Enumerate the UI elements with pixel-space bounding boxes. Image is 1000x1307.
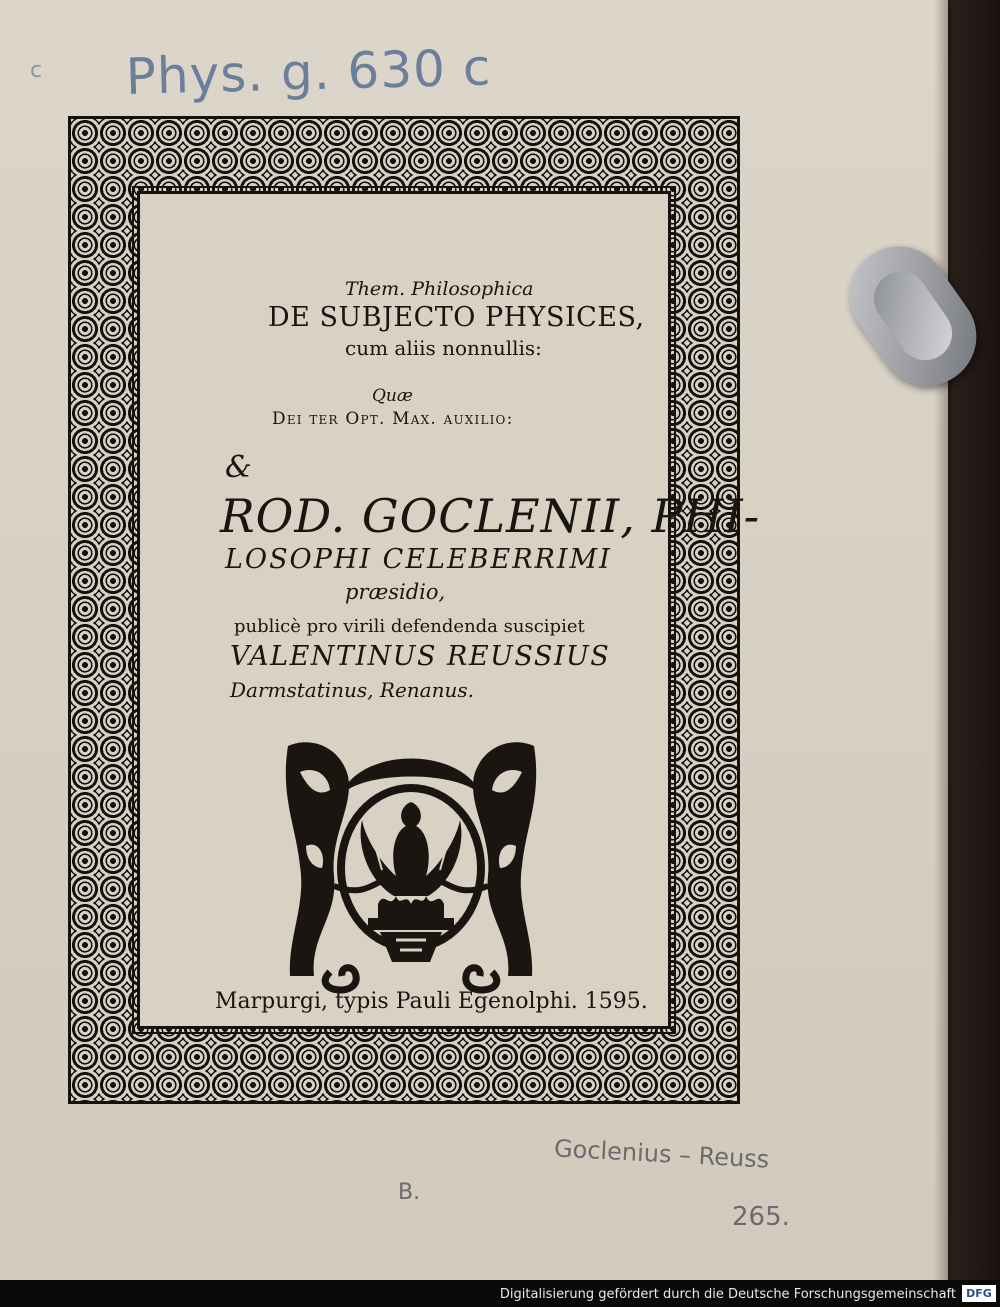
title-line-quae: Quæ: [372, 386, 413, 406]
dfg-logo: DFG: [962, 1285, 996, 1302]
title-line-origin: Darmstatinus, Renanus.: [230, 678, 474, 702]
handwritten-letter-note: B.: [398, 1180, 421, 1205]
handwritten-number-note: 265.: [732, 1202, 790, 1232]
ornamental-border: [68, 116, 761, 1104]
phoenix-emblem-icon: [270, 736, 552, 998]
shelfmark-label: Phys. g. 630 c: [125, 38, 493, 106]
title-line-praeses-name: ROD. GOCLENII, PHI-: [220, 489, 761, 543]
title-line-ampersand: &: [225, 450, 252, 485]
corner-pencil-mark: c: [30, 58, 43, 83]
title-line-defense: publicè pro virili defendenda suscipiet: [234, 616, 585, 637]
footer-credit-text: Digitalisierung gefördert durch die Deutsche Forschungsgemeinschaft: [499, 1287, 956, 1302]
title-line-additions: cum aliis nonnullis:: [345, 336, 542, 360]
title-line-praesidio: præsidio,: [345, 580, 446, 604]
imprint-line: Marpurgi, typis Pauli Egenolphi. 1595.: [215, 989, 648, 1014]
handwritten-author-note: Goclenius – Reuss: [553, 1134, 770, 1174]
digitization-footer: [0, 1280, 1000, 1307]
title-line-invocation: Dei ter Opt. Max. auxilio:: [272, 409, 514, 429]
title-panel: [137, 191, 761, 1029]
title-line-subject: DE SUBJECTO PHYSICES,: [268, 302, 645, 333]
title-line-respondent: VALENTINUS REUSSIUS: [230, 641, 611, 672]
title-line-thematic: Them. Philosophica: [345, 278, 534, 300]
title-line-praeses-title: LOSOPHI CELEBERRIMI: [225, 544, 612, 575]
